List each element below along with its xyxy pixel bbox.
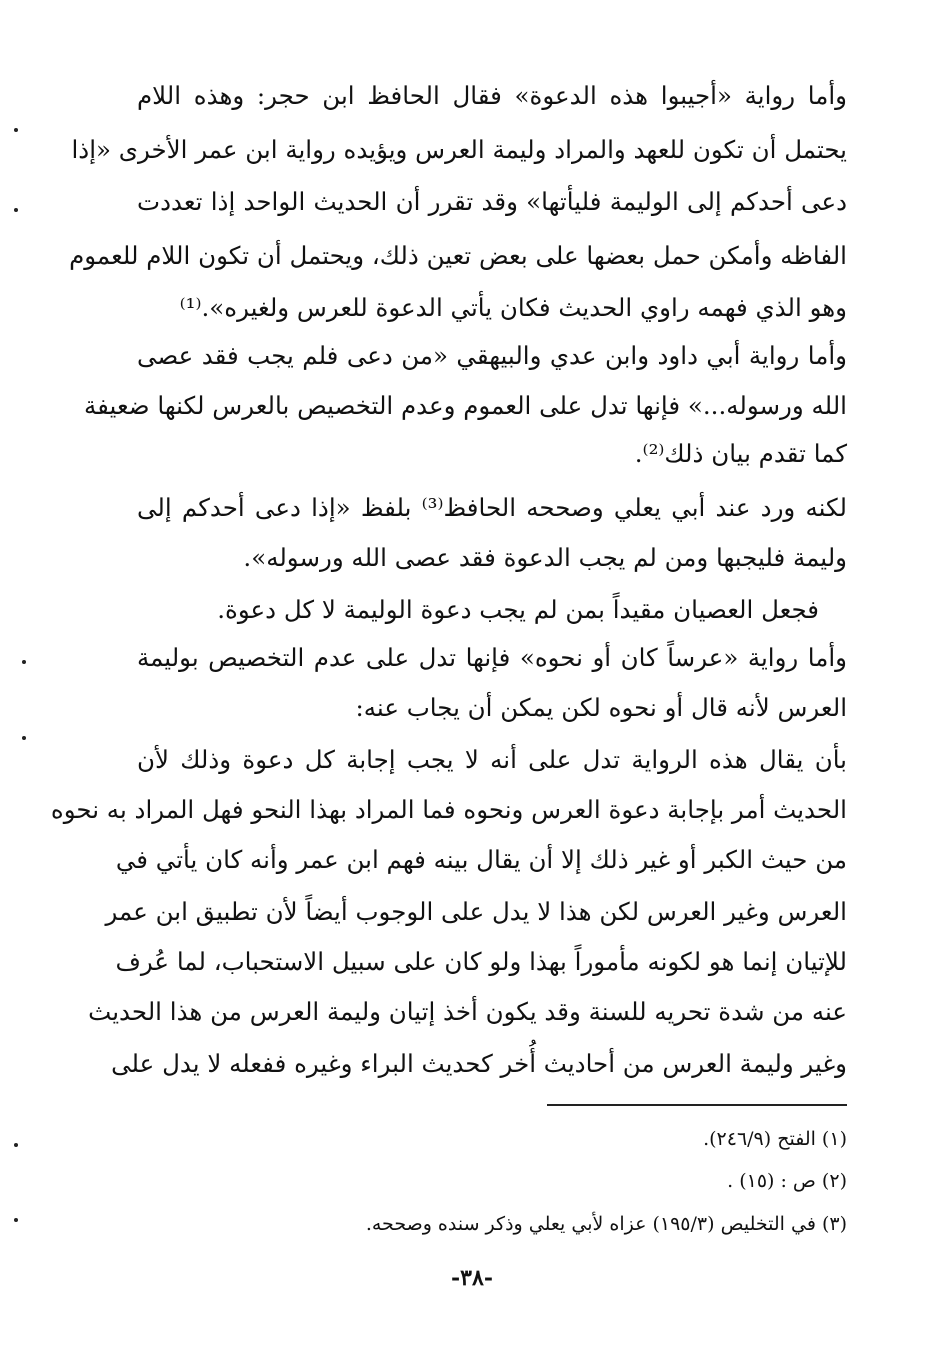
body-line-14: بأن يقال هذه الرواية تدل على أنه لا يجب إجابة كل دعوة وذلك لأن [137,745,847,774]
body-line-16: من حيث الكبر أو غير ذلك إلا أن يقال بينه فهم ابن عمر وأنه كان يأتي في [115,845,847,874]
scan-speck [22,736,26,740]
body-line-5: وهو الذي فهمه راوي الحديث فكان يأتي الدعوة للعرس ولغيره».⁽¹⁾ [179,293,847,322]
body-line-13: العرس لأنه قال أو نحوه لكن يمكن أن يجاب عنه: [355,693,847,722]
scan-speck [14,1143,18,1147]
body-line-6: وأما رواية أبي داود وابن عدي والبيهقي «من دعى فلم يجب فقد عصى [137,341,847,370]
body-line-15: الحديث أمر بإجابة دعوة العرس ونحوه فما المراد بهذا النحو فهل المراد به نحوه [50,795,847,824]
footnote-3: (٣) في التخليص (١٩٥/٣) عزاه لأبي يعلي وذكر سنده وصححه. [365,1213,847,1235]
body-line-1: وأما رواية «أجيبوا هذه الدعوة» فقال الحافظ ابن حجر: وهذه اللام [137,81,847,110]
body-line-11: فجعل العصيان مقيداً بمن لم يجب دعوة الوليمة لا كل دعوة. [217,595,819,624]
body-line-20: وغير وليمة العرس من أحاديث أُخر كحديث البراء وغيره ففعله لا يدل على [111,1049,847,1078]
body-line-7: الله ورسوله...» فإنها تدل على العموم وعدم التخصيص بالعرس لكنها ضعيفة [84,391,847,420]
page-number: -٣٨- [451,1265,493,1291]
scan-speck [14,208,18,212]
body-line-17: العرس وغير العرس لكن هذا لا يدل على الوجوب أيضاً لأن تطبيق ابن عمر [105,897,847,926]
body-line-2: يحتمل أن تكون للعهد والمراد وليمة العرس ويؤيده رواية ابن عمر الأخرى «إذا [71,135,847,164]
footnote-2: (٢) ص : (١٥) . [727,1170,847,1192]
body-line-8: كما تقدم بيان ذلك⁽²⁾. [634,439,847,468]
footnote-separator [547,1104,847,1106]
body-line-18: للإتيان إنما هو لكونه مأموراً بهذا ولو كان على سبيل الاستحباب، لما عُرف [115,947,847,976]
body-line-9: لكنه ورد عند أبي يعلي وصححه الحافظ⁽³⁾ بلفظ «إذا دعى أحدكم إلى [137,493,847,522]
body-line-19: عنه من شدة تحريه للسنة وقد يكون أخذ إتيان وليمة العرس من هذا الحديث [88,997,847,1026]
scan-speck [22,660,26,664]
footnote-1: (١) الفتح (٢٤٦/٩). [703,1128,847,1150]
scan-speck [14,128,18,132]
body-line-4: الفاظه وأمكن حمل بعضها على بعض تعين ذلك، ويحتمل أن تكون اللام للعموم [69,241,847,270]
scan-speck [14,1218,18,1222]
body-line-3: دعى أحدكم إلى الوليمة فليأتها» وقد تقرر أن الحديث الواحد إذا تعددت [137,187,847,216]
body-line-12: وأما رواية «عرساً كان أو نحوه» فإنها تدل على عدم التخصيص بوليمة [137,643,847,672]
body-line-10: وليمة فليجبها ومن لم يجب الدعوة فقد عصى الله ورسوله». [243,543,847,572]
